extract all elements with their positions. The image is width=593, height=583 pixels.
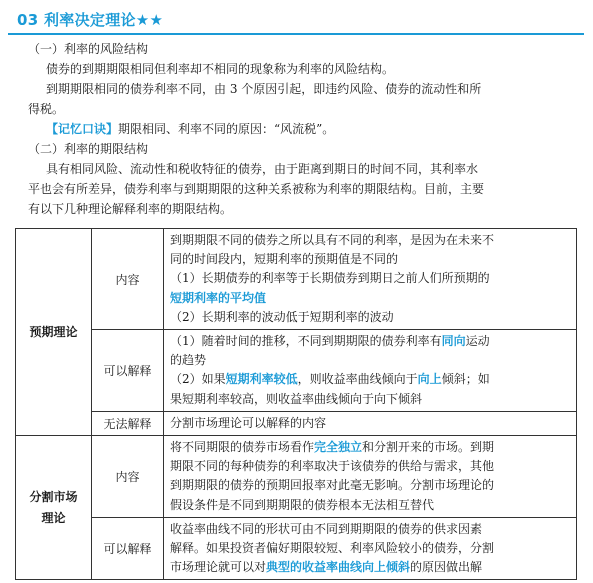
- expectation-content-cell: [164, 229, 577, 330]
- paragraph-risk-causes-line2: 得税。: [28, 102, 65, 116]
- content-line: [170, 370, 570, 389]
- expectation-cannot-explain-cell: [164, 411, 577, 435]
- content-line: 期限不同的每种债券的利率取决于该债券的供给与需求，其他: [170, 459, 495, 474]
- heading-risk-structure: （一）利率的风险结构: [28, 42, 149, 56]
- text-span: （2）如果: [170, 372, 226, 387]
- paragraph-term-line1: 具有相同风险、流动性和税收特征的债券，由于距离到期日的时间不同，其利率水: [46, 162, 479, 176]
- highlight-text: 同向: [441, 334, 466, 349]
- category-label-line: 理论: [41, 510, 66, 525]
- highlight-text: 短期利率的平均值: [170, 290, 267, 305]
- row-label-content: 内容: [92, 229, 164, 330]
- content-line: 到期期限的债券的预期回报率对此毫无影响。分割市场理论的: [170, 478, 495, 493]
- category-expectation-theory: 预期理论: [16, 229, 92, 436]
- content-line: 收益率曲线不同的形状可由不同到期期限的债券的供求因素: [170, 521, 483, 536]
- title-underline: [8, 33, 584, 35]
- row-label-explainable: 可以解释: [92, 330, 164, 412]
- paragraph-risk-causes-line1: 到期期限相同的债券利率不同，由 3 个原因引起，即违约风险、债券的流动性和所: [46, 82, 482, 96]
- row-label-explainable: 可以解释: [92, 517, 164, 580]
- memory-tip-tag: 【记忆口诀】: [46, 122, 119, 136]
- segment-explainable-cell: [164, 517, 577, 580]
- highlight-text: 完全独立: [314, 440, 363, 455]
- content-line: [170, 558, 570, 577]
- memory-tip-text: 期限相同、利率不同的原因：“风流税”。: [118, 122, 335, 136]
- paragraph-term-line2: 平也会有所差异，债券利率与到期期限的这种关系被称为利率的期限结构。目前，主要: [28, 182, 485, 196]
- paragraph-term-line3: 有以下几种理论解释利率的期限结构。: [28, 202, 233, 216]
- paragraph-risk-definition: 债券的到期期限相同但利率却不相同的现象称为利率的风险结构。: [46, 62, 395, 76]
- content-line: 果短期利率较高，则收益率曲线倾向于向下倾斜: [170, 391, 423, 406]
- table-row: [16, 229, 577, 330]
- term-structure-theory-table: [15, 228, 577, 580]
- text-span: 运动: [465, 334, 490, 349]
- content-line: （1）长期债券的利率等于长期债券到期日之前人们所预期的: [170, 271, 490, 286]
- memory-tip: [46, 120, 586, 140]
- content-line: 到期期限不同的债券之所以具有不同的利率，是因为在未来不: [170, 233, 495, 247]
- text-span: 和分割开来的市场。到期: [362, 440, 495, 455]
- text-span: 的原因做出解: [410, 560, 483, 575]
- heading-term-structure: （二）利率的期限结构: [28, 142, 149, 156]
- highlight-text: 典型的收益率曲线向上倾斜: [266, 560, 411, 575]
- category-segmented-market-theory: [16, 436, 92, 580]
- content-line: 同的时间段内，短期利率的预期值是不同的: [170, 252, 399, 267]
- content-line: [170, 332, 570, 351]
- content-line: 的趋势: [170, 353, 207, 368]
- text-span: ，则收益率曲线倾向于: [297, 372, 418, 387]
- category-label-line: 分割市场: [29, 489, 78, 504]
- content-line: 假设条件是不同到期期限的债券根本无法相互替代: [170, 497, 435, 512]
- segment-content-cell: [164, 436, 577, 518]
- table-row: [16, 330, 577, 412]
- table-row: [16, 517, 577, 580]
- expectation-explainable-cell: [164, 330, 577, 412]
- content-line: [170, 438, 570, 457]
- content-line: （2）长期利率的波动低于短期利率的波动: [170, 309, 394, 324]
- row-label-content: 内容: [92, 436, 164, 518]
- table-row: [16, 436, 577, 518]
- text-span: 将不同期限的债券市场看作: [170, 440, 315, 455]
- table-row: [16, 411, 577, 435]
- text-span: 市场理论就可以对: [170, 560, 267, 575]
- highlight-text: 向上: [417, 372, 442, 387]
- content-line: 解释。如果投资者偏好期限较短、利率风险较小的债券，分割: [170, 541, 495, 556]
- highlight-text: 短期利率较低: [225, 372, 298, 387]
- text-span: （1）随着时间的推移，不同到期期限的债券利率有: [170, 334, 442, 349]
- content-line: 分割市场理论可以解释的内容: [170, 415, 327, 430]
- text-span: 倾斜；如: [441, 372, 490, 387]
- row-label-cannot-explain: 无法解释: [92, 411, 164, 435]
- section-title: 03 利率决定理论★★: [17, 11, 164, 29]
